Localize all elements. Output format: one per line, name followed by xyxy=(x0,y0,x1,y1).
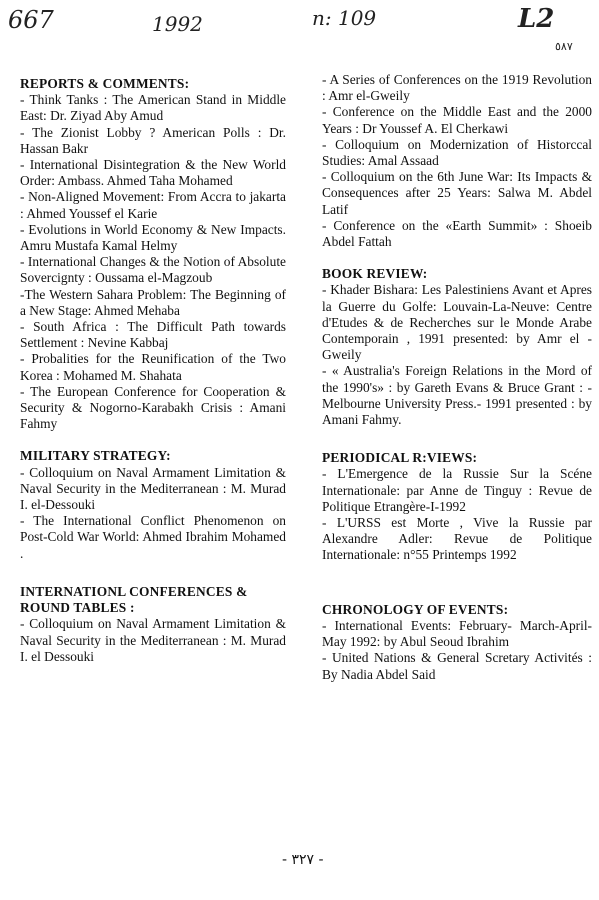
handwritten-page-number: 667 xyxy=(8,6,54,34)
list-item: - Conference on the «Earth Summit» : Shoeib Abdel Fattah xyxy=(322,217,592,250)
list-item: - A Series of Conferences on the 1919 Revolution : Amr el-Gweily xyxy=(322,72,592,104)
handwritten-year: 1992 xyxy=(152,12,203,36)
list-item: - « Australia's Foreign Relations in the Mord of the 1990's» : by Gareth Evans & Bruce Grant : - Melbourne University Press.- 1991 presented : by Amani Fahmy. xyxy=(322,363,592,428)
list-item: - Non-Aligned Movement: From Accra to jakarta : Ahmed Youssef el Karie xyxy=(20,189,286,221)
list-item: - United Nations & General Scretary Activités : By Nadia Abdel Said xyxy=(322,650,592,682)
section-periodical-reviews xyxy=(322,450,592,563)
list-item: - The European Conference for Cooperation & Security & Nogorno-Karabakh Crisis : Amani Fahmy xyxy=(20,383,286,432)
list-item: - Probalities for the Reunification of the Two Korea : Mohamed M. Shahata xyxy=(20,351,286,383)
list-item: - Colloquium on Naval Armament Limitation & Naval Security in the Mediterranean : M. Murad I. el Dessouki xyxy=(20,616,286,664)
section-heading: INTERNATIONL CONFERENCES & ROUND TABLES : xyxy=(20,583,248,616)
list-item: - International Changes & the Notion of Absolute Sovercignty : Oussama el-Magzoub xyxy=(20,254,286,286)
section-book-review xyxy=(322,266,592,428)
list-item: - Think Tanks : The American Stand in Middle East: Dr. Ziyad Aby Amud xyxy=(20,92,286,124)
section-heading: PERIODICAL R:VIEWS: xyxy=(322,450,478,466)
list-item: - Evolutions in World Economy & New Impacts. Amru Mustafa Kamal Helmy xyxy=(20,221,286,254)
list-item: - Colloquium on Naval Armament Limitation & Naval Security in the Mediterranean : M. Murad I. el-Dessouki xyxy=(20,464,286,513)
list-item: - L'URSS est Morte , Vive la Russie par Alexandre Adler: Revue de Politique Internationale: n°55 Printemps 1992 xyxy=(322,515,592,563)
page-number: - ٣٢٧ - xyxy=(282,852,324,868)
list-item: -The Western Sahara Problem: The Beginning of a New Stage: Ahmed Mehaba xyxy=(20,286,286,318)
list-item: - The Zionist Lobby ? American Polls : Dr. Hassan Bakr xyxy=(20,124,286,156)
list-item: - Colloquium on Modernization of Historccal Studies: Amal Assaad xyxy=(322,136,592,169)
list-item: - The International Conflict Phenomenon on Post-Cold War World: Ahmed Ibrahim Mohamed . xyxy=(20,513,286,561)
list-item: - Colloquium on the 6th June War: Its Impacts & Consequences after 25 Years: Salwa M. Abdel Latif xyxy=(322,169,592,217)
left-column xyxy=(20,76,286,665)
printed-page-arabic: ٥٨٧ xyxy=(555,40,573,53)
list-item: - South Africa : The Difficult Path towards Settlement : Nevine Kabbaj xyxy=(20,319,286,351)
handwritten-issue-number: n: 109 xyxy=(312,6,377,30)
section-heading: BOOK REVIEW: xyxy=(322,266,428,282)
list-item: - International Events: February- March-April-May 1992: by Abul Seoud Ibrahim xyxy=(322,617,592,650)
list-item: - L'Emergence de la Russie Sur la Scéne Internationale: par Anne de Tinguy : Revue de Politique Etrangère-I-1992 xyxy=(322,466,592,514)
section-conferences xyxy=(20,584,286,665)
list-item: - International Disintegration & the New World Order: Ambass. Ahmed Taha Mohamed xyxy=(20,157,286,189)
handwritten-code: L2 xyxy=(518,4,555,34)
section-heading: CHRONOLOGY OF EVENTS: xyxy=(322,601,509,617)
section-heading: REPORTS & COMMENTS: xyxy=(20,76,190,91)
section-reports xyxy=(20,76,286,432)
section-conferences-continued xyxy=(322,72,592,250)
right-column xyxy=(322,72,592,683)
list-item: - Conference on the Middle East and the 2000 Years : Dr Youssef A. El Cherkawi xyxy=(322,104,592,136)
section-military xyxy=(20,448,286,561)
section-chronology xyxy=(322,602,592,683)
list-item: - Khader Bishara: Les Palestiniens Avant et Apres la Guerre du Golfe: Louvain-La-Neuve: Centre d'Etudes & de Recherches sur le Monde Arabe Contemporain , 1991 presented: by Amr el -Gweily xyxy=(322,282,592,363)
section-heading: MILITARY STRATEGY: xyxy=(20,448,171,464)
